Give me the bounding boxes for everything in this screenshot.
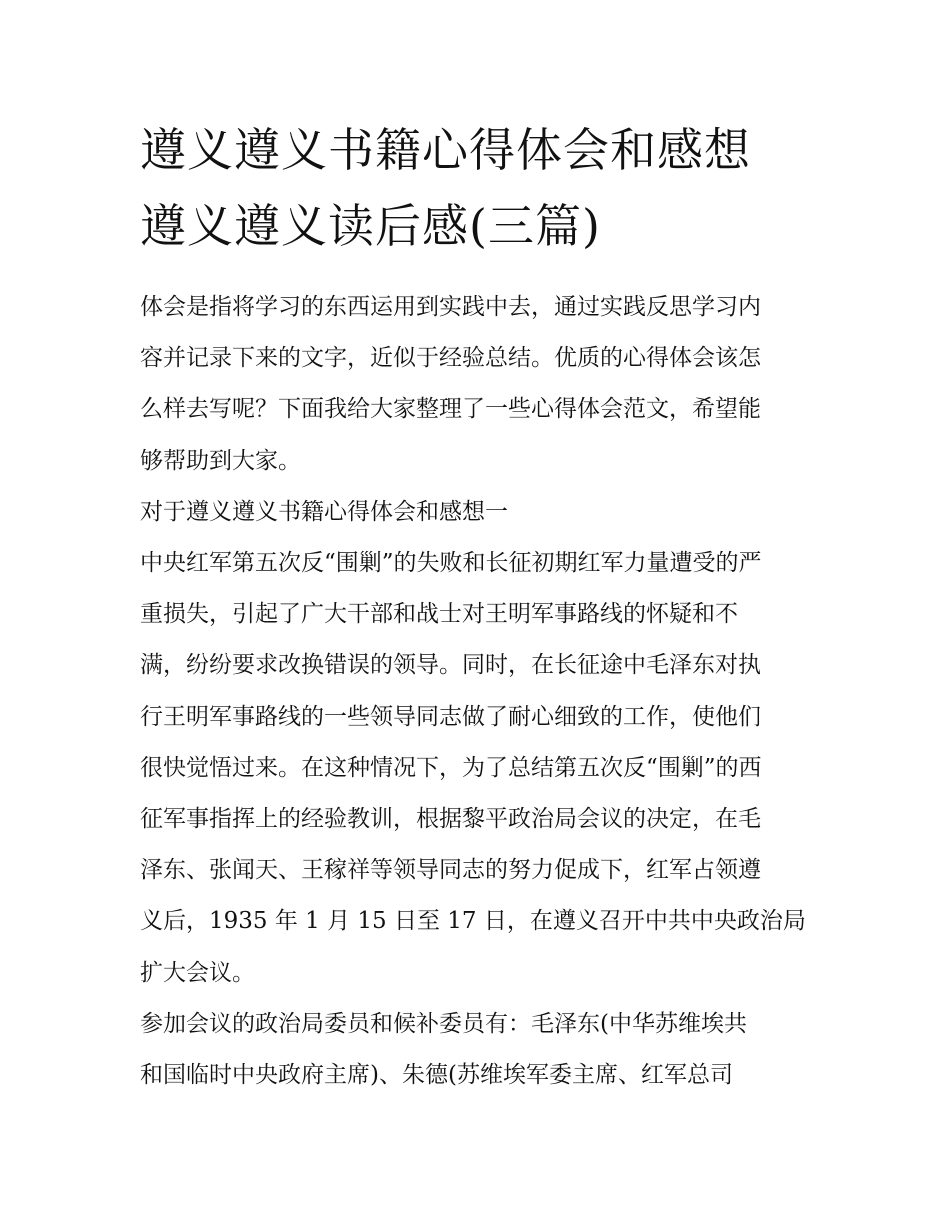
text-line: 义后，1935 年 1 月 15 日至 17 日，在遵义召开中共中央政治局 [140,908,806,935]
text-line: 参加会议的政治局委员和候补委员有：毛泽东(中华苏维埃共 [140,1010,747,1037]
text-line: 容并记录下来的文字，近似于经验总结。优质的心得体会该怎 [140,345,761,372]
intro-paragraph [140,282,815,487]
text-line: 和国临时中央政府主席)、朱德(苏维埃军委主席、红军总司 [140,1062,733,1089]
text-line: 么样去写呢？下面我给大家整理了一些心得体会范文，希望能 [140,396,761,423]
document-page [140,112,815,1101]
title-line: 遵义遵义读后感(三篇) [140,199,601,253]
text-line: 很快觉悟过来。在这种情况下，为了总结第五次反“围剿”的西 [140,754,762,781]
title-line: 遵义遵义书籍心得体会和感想 [140,123,751,177]
text-line: 泽东、张闻天、王稼祥等领导同志的努力促成下，红军占领遵 [140,857,761,884]
document-body [140,282,815,1101]
text-line: 征军事指挥上的经验教训，根据黎平政治局会议的决定，在毛 [140,806,761,833]
text-line: 满，纷纷要求改换错误的领导。同时，在长征途中毛泽东对执 [140,652,761,679]
text-line: 对于遵义遵义书籍心得体会和感想一 [140,498,508,525]
text-line: 中央红军第五次反“围剿”的失败和长征初期红军力量遭受的严 [140,550,762,577]
text-line: 体会是指将学习的东西运用到实践中去，通过实践反思学习内 [140,294,761,320]
body-paragraph [140,999,815,1101]
text-line: 扩大会议。 [140,959,255,986]
document-title [140,112,815,264]
text-line: 够帮助到大家。 [140,447,301,474]
section-heading [140,487,815,538]
body-paragraph [140,538,815,999]
text-line: 行王明军事路线的一些领导同志做了耐心细致的工作，使他们 [140,703,761,730]
text-line: 重损失，引起了广大干部和战士对王明军事路线的怀疑和不 [140,601,738,628]
